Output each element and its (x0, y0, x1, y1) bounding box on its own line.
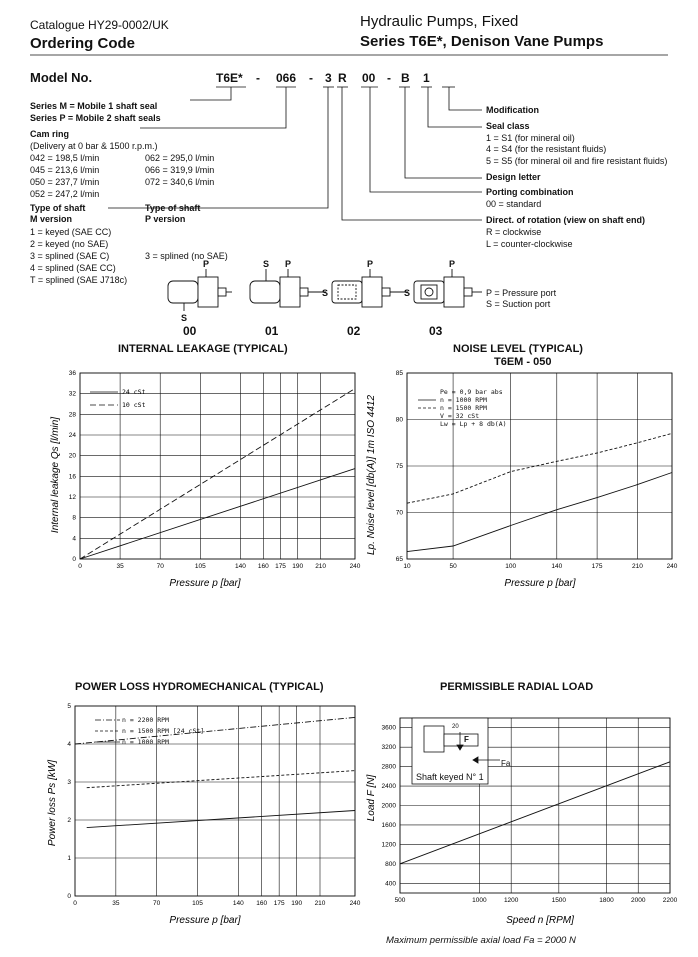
seal-item-1: 4 = S4 (for the resistant fluids) (486, 144, 607, 154)
m-version-heading: M version (30, 214, 73, 224)
powerloss-xlabel: Pressure p [bar] (169, 915, 241, 926)
code-design-letter: B (401, 71, 410, 85)
radial-ytick: 2800 (381, 763, 396, 771)
series-title: Series T6E*, Denison Vane Pumps (360, 33, 604, 50)
powerloss-xtick: 240 (349, 900, 361, 907)
powerloss-xtick: 0 (73, 900, 77, 907)
leakage-xtick: 0 (78, 563, 82, 570)
porting-item-0: 00 = standard (486, 199, 542, 209)
leakage-xtick: 160 (257, 563, 269, 570)
noise-xlabel: Pressure p [bar] (504, 578, 576, 589)
cam-ring-col1-1: 045 = 213,6 l/min (30, 165, 100, 175)
radial-ytick: 800 (385, 860, 396, 868)
powerloss-xtick: 140 (232, 900, 244, 907)
powerloss-ytick: 2 (67, 817, 71, 824)
noise-ytick: 80 (395, 416, 403, 424)
seal-class-heading: Seal class (486, 121, 530, 131)
noise-series (407, 433, 672, 551)
noise-xtick: 50 (449, 563, 457, 570)
cam-ring-col2-1: 066 = 319,9 l/min (145, 165, 215, 175)
radial-inset-f: F (464, 735, 469, 744)
porting-label-01: 01 (265, 324, 279, 338)
powerloss-xtick: 190 (291, 900, 303, 907)
radial-ytick: 2400 (381, 783, 396, 791)
port-p-02: P (367, 259, 374, 269)
porting-label-02: 02 (347, 324, 361, 338)
type-shaft-m-heading: Type of shaft (30, 203, 86, 213)
cam-ring-heading: Cam ring (30, 129, 70, 139)
port-s-00: S (181, 313, 188, 323)
m-list-4: T = splined (SAE J718c) (30, 275, 128, 285)
radial-xtick: 1500 (551, 897, 567, 904)
noise-legend-1000: n = 1000 RPM (440, 396, 487, 404)
powerloss-series-line-2 (87, 811, 355, 828)
seal-item-0: 1 = S1 (for mineral oil) (486, 133, 575, 143)
type-shaft-p-heading: Type of shaft (145, 203, 201, 213)
radial-ytick: 2000 (381, 802, 396, 810)
port-p-00: P (203, 259, 210, 269)
code-seal-class: 1 (423, 71, 430, 85)
leakage-ticks (69, 370, 361, 570)
cam-ring-col2-2: 072 = 340,6 l/min (145, 177, 215, 187)
rotation-heading: Direct. of rotation (view on shaft end) (486, 215, 646, 225)
leakage-xlabel: Pressure p [bar] (169, 578, 241, 589)
noise-legend-visc: V = 32 cSt (440, 412, 480, 420)
powerloss-ytick: 0 (67, 893, 71, 900)
pump-00-drawing (168, 277, 232, 307)
radial-inset-fa: Fa (501, 759, 511, 768)
leakage-ytick: 32 (68, 390, 76, 398)
powerloss-xtick: 70 (153, 900, 161, 907)
noise-ytick: 75 (395, 463, 403, 470)
leakage-ytick: 28 (68, 411, 76, 419)
leakage-xtick: 140 (234, 563, 246, 570)
noise-ticks (396, 370, 678, 570)
noise-ytick: 70 (395, 509, 403, 517)
leakage-ytick: 20 (68, 452, 76, 460)
port-s-01: S (263, 259, 270, 269)
cam-ring-col2-0: 062 = 295,0 l/min (145, 153, 215, 163)
radial-xtick: 1000 (472, 897, 487, 904)
noise-legend (418, 388, 507, 428)
port-p-03: P (449, 259, 456, 269)
radial-ytick: 400 (385, 880, 396, 888)
leakage-ytick: 12 (68, 494, 76, 501)
leakage-xtick: 210 (315, 563, 327, 570)
powerloss-plot-frame (75, 706, 355, 896)
rotation-item-0: R = clockwise (486, 227, 542, 237)
noise-xtick: 140 (551, 563, 563, 570)
rotation-item-1: L = counter-clockwise (486, 239, 573, 249)
leakage-series-line-0 (80, 469, 355, 559)
powerloss-ylabel: Power loss Ps [kW] (47, 759, 58, 847)
powerloss-grid (75, 706, 355, 896)
powerloss-legend (95, 716, 204, 746)
series-m-text: Series M = Mobile 1 shaft seal (30, 101, 158, 111)
porting-legend-p: P = Pressure port (486, 288, 557, 298)
leakage-legend (90, 388, 146, 409)
radial-xlabel: Speed n [RPM] (506, 915, 574, 926)
powerloss-xtick: 210 (314, 900, 326, 907)
noise-legend-1500: n = 1500 RPM (440, 404, 487, 412)
ordering-code-title: Ordering Code (30, 35, 136, 52)
leakage-legend-10cst: 10 cSt (122, 401, 146, 409)
noise-chart (360, 365, 698, 595)
noise-xtick: 240 (666, 563, 678, 570)
leakage-legend-24cst: 24 cSt (122, 388, 146, 396)
radial-inset-shaft (444, 734, 478, 746)
powerloss-chart-title: POWER LOSS HYDROMECHANICAL (TYPICAL) (75, 681, 324, 693)
porting-label-00: 00 (183, 324, 197, 338)
cam-ring-col1-0: 042 = 198,5 l/min (30, 153, 100, 163)
port-p-01: P (285, 259, 292, 269)
code-shaft: 3 (325, 71, 332, 85)
powerloss-chart (0, 698, 370, 930)
powerloss-ticks (67, 703, 360, 907)
noise-xtick: 175 (591, 563, 603, 570)
port-s-03: S (404, 288, 411, 298)
radial-footnote: Maximum permissible axial load Fa = 2000 N (386, 935, 576, 946)
powerloss-ytick: 3 (67, 779, 71, 786)
radial-chart-title: PERMISSIBLE RADIAL LOAD (440, 681, 594, 693)
leakage-xtick: 175 (275, 563, 286, 570)
radial-ytick: 3600 (381, 724, 396, 732)
code-series: T6E* (216, 71, 243, 85)
leakage-ytick: 8 (72, 514, 76, 522)
noise-ytick: 85 (395, 370, 403, 377)
radial-ytick: 1600 (381, 821, 396, 829)
radial-xtick: 500 (394, 897, 406, 904)
radial-inset-dim: 20 (452, 724, 459, 730)
porting-heading: Porting combination (486, 187, 574, 197)
radial-ytick: 1200 (381, 841, 396, 849)
leakage-chart (0, 365, 370, 595)
powerloss-series (75, 717, 355, 827)
noise-series-line-0 (407, 473, 672, 552)
m-list-0: 1 = keyed (SAE CC) (30, 227, 112, 237)
powerloss-ytick: 4 (67, 741, 71, 748)
radial-inset-label: Shaft keyed N° 1 (416, 772, 484, 782)
leakage-ytick: 0 (72, 556, 76, 563)
pump-03-drawing (414, 277, 482, 307)
m-list-3: 4 = splined (SAE CC) (30, 263, 116, 273)
powerloss-ytick: 5 (67, 703, 71, 710)
porting-label-03: 03 (429, 324, 443, 338)
m-list-1: 2 = keyed (no SAE) (30, 239, 109, 249)
port-s-02: S (322, 288, 329, 298)
product-title: Hydraulic Pumps, Fixed (360, 13, 519, 30)
noise-xtick: 10 (403, 563, 411, 570)
pump-02-drawing (332, 277, 411, 307)
leakage-ytick: 16 (68, 473, 76, 481)
leakage-ytick: 24 (68, 432, 76, 439)
cam-ring-col1-3: 052 = 247,2 l/min (30, 189, 100, 199)
noise-series-line-1 (407, 433, 672, 503)
leakage-xtick: 70 (156, 563, 164, 570)
seal-item-2: 5 = S5 (for mineral oil and fire resistant fluids) (486, 156, 668, 166)
powerloss-legend-1000: n = 1000 RPM (122, 738, 169, 746)
catalogue-number: Catalogue HY29-0002/UK (30, 18, 169, 32)
leakage-chart-title: INTERNAL LEAKAGE (TYPICAL) (118, 343, 288, 355)
pump-01-drawing (250, 277, 329, 307)
m-list-2: 3 = splined (SAE C) (30, 251, 110, 261)
radial-xtick: 2000 (631, 897, 646, 904)
noise-chart-subtitle: T6EM - 050 (494, 356, 552, 368)
p-version-heading: P version (145, 214, 186, 224)
radial-xtick: 1800 (599, 897, 614, 904)
noise-xtick: 210 (632, 563, 643, 570)
code-cam-ring: 066 (276, 71, 297, 85)
code-dash-1: - (256, 71, 260, 85)
powerloss-ytick: 1 (67, 855, 71, 862)
radial-chart (360, 698, 698, 930)
leakage-xtick: 240 (349, 563, 361, 570)
radial-xtick: 2200 (662, 897, 678, 904)
powerloss-legend-2200: n = 2200 RPM (122, 716, 169, 724)
code-dash-2: - (309, 71, 313, 85)
radial-ylabel: Load F [N] (366, 774, 377, 822)
radial-ytick: 3200 (381, 744, 396, 752)
powerloss-series-line-1 (87, 771, 355, 788)
porting-diagram (0, 255, 698, 345)
powerloss-xtick: 160 (256, 900, 268, 907)
noise-chart-title: NOISE LEVEL (TYPICAL) (453, 343, 583, 355)
leakage-xtick: 105 (194, 563, 206, 570)
leakage-ytick: 4 (72, 535, 76, 543)
noise-ytick: 65 (395, 556, 403, 563)
series-p-text: Series P = Mobile 2 shaft seals (30, 113, 161, 123)
code-rotation: R (338, 71, 347, 85)
powerloss-xtick: 175 (273, 900, 285, 907)
model-number-label: Model No. (30, 70, 93, 85)
cam-ring-delivery: (Delivery at 0 bar & 1500 r.p.m.) (30, 141, 158, 151)
powerloss-xtick: 35 (112, 900, 120, 907)
leakage-xtick: 35 (116, 563, 124, 570)
radial-inset-body (424, 726, 444, 752)
modification-heading: Modification (486, 105, 539, 115)
leakage-ytick: 36 (68, 370, 76, 377)
porting-legend-s: S = Suction port (486, 299, 551, 309)
noise-legend-lw: Lw = Lp + 8 db(A) (440, 420, 507, 428)
cam-ring-col1-2: 050 = 237,7 l/min (30, 177, 100, 187)
powerloss-xtick: 105 (192, 900, 203, 907)
noise-legend-pe: Pe = 0,9 bar abs (440, 388, 503, 396)
code-dash-3: - (387, 71, 391, 85)
noise-xtick: 100 (505, 563, 517, 570)
radial-xtick: 1200 (503, 897, 519, 904)
noise-ylabel: Lp. Noise level [db(A)] 1m ISO 4412 (366, 394, 377, 556)
leakage-xtick: 190 (292, 563, 304, 570)
p-list-0: 3 = splined (no SAE) (145, 251, 228, 261)
powerloss-legend-1500: n = 1500 RPM [24 cSt] (122, 727, 205, 735)
code-porting: 00 (362, 71, 376, 85)
design-letter-heading: Design letter (486, 172, 541, 182)
leakage-ylabel: Internal leakage Qs [l/min] (50, 416, 61, 534)
